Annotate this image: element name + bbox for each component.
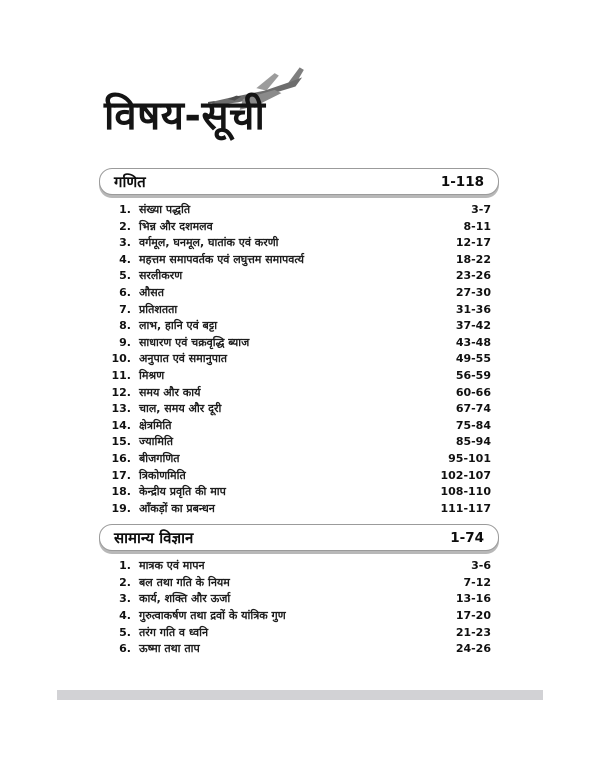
entry-title: मात्रक एवं मापन: [139, 559, 205, 573]
section-items: [99, 202, 499, 517]
entry-number: 10.: [111, 352, 131, 366]
toc-entry: [99, 318, 499, 335]
entry-title: औसत: [139, 285, 164, 299]
entry-page-range: 7-12: [463, 575, 491, 589]
entry-number: 11.: [111, 368, 131, 382]
entry-title: चाल, समय और दूरी: [139, 402, 222, 416]
entry-title: बल तथा गति के नियम: [139, 575, 230, 589]
section-title: गणित: [114, 172, 146, 191]
entry-page-range: 67-74: [455, 402, 491, 416]
entry-title: ऊष्मा तथा ताप: [139, 642, 200, 656]
entry-title: क्षेत्रमिति: [139, 418, 172, 432]
entry-title: साधारण एवं चक्रवृद्धि ब्याज: [139, 335, 250, 349]
entry-title: केन्द्रीय प्रवृति की माप: [139, 485, 226, 499]
toc-entry: [99, 625, 499, 642]
entry-number: 4.: [119, 609, 131, 623]
entry-number: 5.: [119, 625, 131, 639]
entry-title: तरंग गति व ध्वनि: [139, 625, 209, 639]
entry-page-range: 108-110: [440, 485, 491, 499]
section-page-range: 1-74: [450, 529, 484, 546]
entry-page-range: 12-17: [455, 236, 491, 250]
toc-entry: [99, 484, 499, 501]
entry-title: आँकड़ों का प्रबन्धन: [139, 501, 215, 515]
entry-page-range: 111-117: [440, 501, 491, 515]
entry-number: 13.: [111, 402, 131, 416]
entry-number: 2.: [119, 575, 131, 589]
toc-entry: [99, 235, 499, 252]
entry-number: 7.: [119, 302, 131, 316]
entry-page-range: 60-66: [455, 385, 491, 399]
entry-page-range: 13-16: [455, 592, 491, 606]
entry-title: वर्गमूल, घनमूल, घातांक एवं करणी: [139, 236, 279, 250]
entry-page-range: 23-26: [455, 269, 491, 283]
entry-number: 4.: [119, 252, 131, 266]
section-page-range: 1-118: [440, 173, 484, 190]
toc-entry: [99, 401, 499, 418]
entry-page-range: 56-59: [455, 368, 491, 382]
entry-page-range: 27-30: [455, 285, 491, 299]
entry-title: संख्या पद्धति: [139, 203, 191, 216]
entry-number: 6.: [119, 285, 131, 299]
entry-title: अनुपात एवं समानुपात: [139, 352, 228, 366]
section-title: सामान्य विज्ञान: [114, 528, 194, 547]
entry-title: भिन्न और दशमलव: [139, 219, 213, 233]
toc-header: [0, 0, 600, 160]
entry-page-range: 49-55: [455, 352, 491, 366]
entry-page-range: 31-36: [455, 302, 491, 316]
entry-title: मिश्रण: [139, 368, 165, 382]
section-header: [99, 168, 499, 195]
entry-page-range: 37-42: [455, 319, 491, 333]
entry-page-range: 24-26: [455, 642, 491, 656]
entry-number: 19.: [111, 501, 131, 515]
entry-page-range: 43-48: [455, 335, 491, 349]
entry-number: 3.: [119, 592, 131, 606]
toc-entry: [99, 252, 499, 269]
toc-section: [99, 168, 499, 517]
entry-number: 15.: [111, 435, 131, 449]
entry-page-range: 18-22: [455, 252, 491, 266]
entry-page-range: 95-101: [448, 451, 491, 465]
entry-page-range: 3-6: [471, 559, 491, 573]
entry-title: कार्य, शक्ति और ऊर्जा: [139, 592, 231, 606]
toc-entry: [99, 591, 499, 608]
toc-entry: [99, 468, 499, 485]
entry-number: 5.: [119, 269, 131, 283]
entry-number: 1.: [119, 203, 131, 216]
entry-title: ज्यामिति: [139, 435, 174, 449]
toc-entry: [99, 501, 499, 518]
entry-title: प्रतिशतता: [139, 302, 178, 316]
toc-entry: [99, 302, 499, 319]
toc-entry: [99, 368, 499, 385]
toc-entry: [99, 268, 499, 285]
entry-title: समय और कार्य: [139, 385, 201, 399]
toc-entry: [99, 418, 499, 435]
toc-entry: [99, 285, 499, 302]
toc-entry: [99, 385, 499, 402]
toc-entry: [99, 202, 499, 219]
entry-title: त्रिकोणमिति: [139, 468, 186, 482]
entry-title: महत्तम समापवर्तक एवं लघुत्तम समापवर्त्य: [139, 252, 304, 266]
entry-number: 8.: [119, 319, 131, 333]
entry-page-range: 8-11: [463, 219, 491, 233]
entry-number: 1.: [119, 559, 131, 573]
toc-entry: [99, 608, 499, 625]
toc-entry: [99, 558, 499, 575]
toc-entry: [99, 451, 499, 468]
entry-number: 2.: [119, 219, 131, 233]
entry-number: 6.: [119, 642, 131, 656]
toc-sections: [99, 168, 499, 665]
entry-number: 14.: [111, 418, 131, 432]
toc-section: [99, 524, 499, 658]
entry-number: 9.: [119, 335, 131, 349]
toc-entry: [99, 434, 499, 451]
page-title: विषय-सूची: [104, 93, 266, 139]
entry-page-range: 21-23: [455, 625, 491, 639]
entry-title: सरलीकरण: [139, 269, 183, 283]
entry-number: 12.: [111, 385, 131, 399]
entry-number: 17.: [111, 468, 131, 482]
section-items: [99, 558, 499, 658]
toc-entry: [99, 219, 499, 236]
entry-title: लाभ, हानि एवं बट्टा: [139, 319, 218, 333]
toc-entry: [99, 641, 499, 658]
toc-entry: [99, 575, 499, 592]
entry-number: 3.: [119, 236, 131, 250]
entry-page-range: 3-7: [471, 203, 491, 216]
entry-title: गुरुत्वाकर्षण तथा द्रवों के यांत्रिक गुण: [139, 609, 286, 623]
entry-page-range: 75-84: [455, 418, 491, 432]
entry-number: 16.: [111, 451, 131, 465]
toc-entry: [99, 335, 499, 352]
entry-page-range: 17-20: [455, 609, 491, 623]
footer-bar: [57, 690, 543, 700]
entry-number: 18.: [111, 485, 131, 499]
toc-entry: [99, 351, 499, 368]
section-header: [99, 524, 499, 551]
entry-page-range: 85-94: [455, 435, 491, 449]
entry-page-range: 102-107: [440, 468, 491, 482]
entry-title: बीजगणित: [139, 451, 180, 465]
